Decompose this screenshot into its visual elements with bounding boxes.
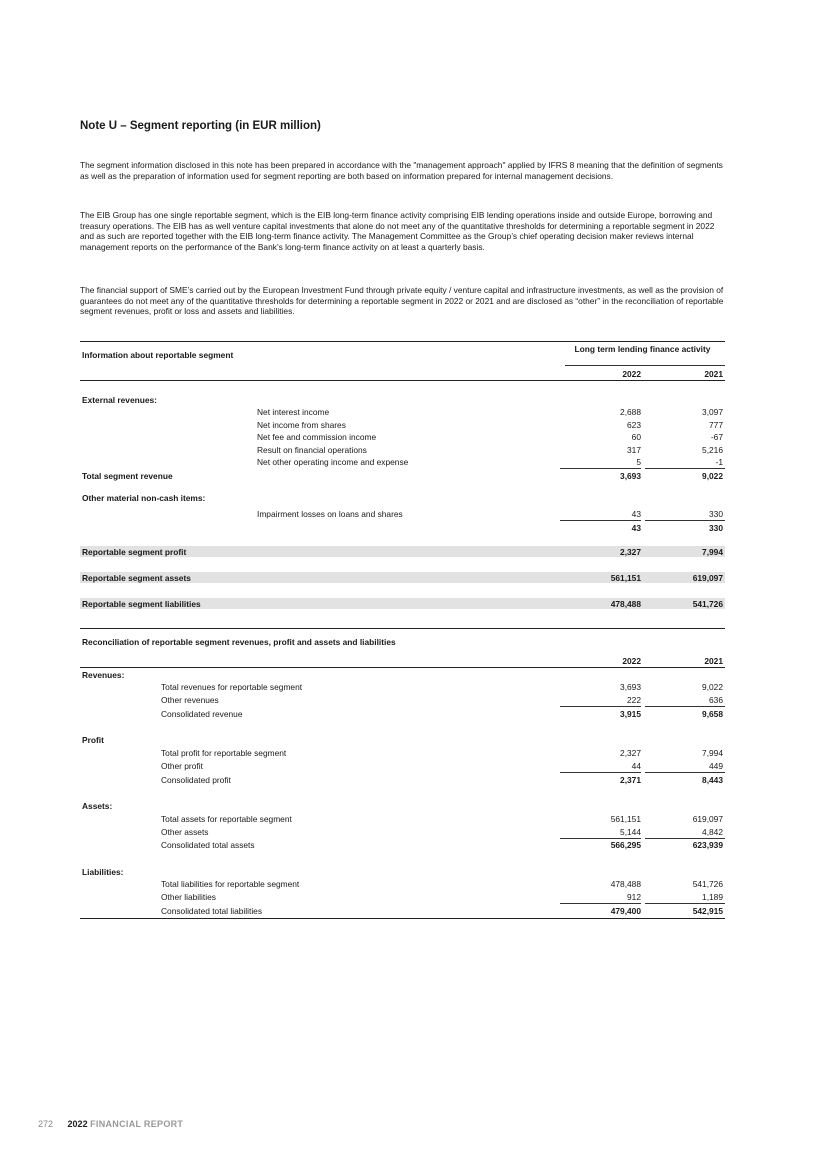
table-cell: 449 — [709, 761, 723, 771]
external-revenues-label: External revenues: — [82, 395, 157, 405]
table-row-label: Net fee and commission income — [257, 432, 377, 442]
segment-assets-label: Reportable segment assets — [82, 573, 191, 583]
table-cell: 623 — [627, 420, 641, 430]
table-row-label: Net other operating income and expense — [257, 457, 409, 467]
table-cell: 636 — [709, 695, 723, 705]
table-cell: 3,097 — [702, 407, 723, 417]
table-cell: 5 — [636, 457, 641, 467]
subtotal-rule — [645, 468, 725, 469]
column-group-header: Long term lending finance activity — [574, 344, 711, 354]
year-2021-header: 2021 — [704, 369, 723, 379]
footer-year: 2022 — [67, 1119, 88, 1129]
table-cell: 43 — [631, 523, 641, 533]
table-cell: -67 — [710, 432, 723, 442]
group-title-assets: Assets: — [82, 801, 113, 811]
intro-paragraph-1: The segment information disclosed in this note has been prepared in accordance with the "management approach" applied by IFRS 8 meaning that the definition of segments as well as the preparation of information used for segment reporting are both based on information prepared for internal management decisions. — [80, 160, 723, 181]
subtotal-rule — [560, 838, 641, 839]
table-cell: 3,693 — [620, 471, 641, 481]
table-cell: 7,994 — [702, 547, 723, 557]
table-cell: 8,443 — [702, 775, 723, 785]
table-row-label: Result on financial operations — [257, 445, 367, 455]
reconciliation-header: Reconciliation of reportable segment revenues, profit and assets and liabilities — [82, 637, 396, 647]
table-row-label: Consolidated revenue — [161, 709, 243, 719]
table-cell: 5,216 — [702, 445, 723, 455]
table-cell: -1 — [715, 457, 723, 467]
table-cell: 619,097 — [692, 573, 723, 583]
table-cell: 330 — [709, 509, 723, 519]
subtotal-rule — [645, 772, 725, 773]
table-cell: 541,726 — [692, 599, 723, 609]
table-cell: 619,097 — [692, 814, 723, 824]
subtotal-rule — [645, 706, 725, 707]
table-row-label: Net income from shares — [257, 420, 346, 430]
table-cell: 330 — [709, 523, 723, 533]
segment-liabilities-label: Reportable segment liabilities — [82, 599, 201, 609]
table-cell: 5,144 — [620, 827, 641, 837]
page-footer — [38, 1119, 183, 1129]
table-row-label: Total revenues for reportable segment — [161, 682, 303, 692]
table-cell: 561,151 — [610, 814, 641, 824]
table-cell: 222 — [627, 695, 641, 705]
subtotal-rule — [560, 520, 641, 521]
table-row-label: Consolidated profit — [161, 775, 231, 785]
footer-label: FINANCIAL REPORT — [90, 1119, 184, 1129]
group-title-revenues: Revenues: — [82, 670, 125, 680]
page-number: 272 — [38, 1119, 54, 1129]
table-row-label: Total profit for reportable segment — [161, 748, 287, 758]
liabilities-band — [80, 598, 725, 609]
intro-paragraph-2: The EIB Group has one single reportable segment, which is the EIB long-term finance activity comprising EIB lending operations inside and outside Europe, borrowing and treasury operations. The EIB has as well venture capital investments that alone do not meet any of the quantitative thresholds for determining a reportable segment in 2022 and as such are reported together with the EIB long-term finance activity. The Management Committee as the Group’s chief operating decision maker reviews internal management reports on the performance of the Bank’s long-term finance activity on at least a quarterly basis. — [80, 210, 715, 252]
table-cell: 479,400 — [610, 906, 641, 916]
table-cell: 1,189 — [702, 892, 723, 902]
group-title-liabilities: Liabilities: — [82, 867, 124, 877]
table-cell: 2,688 — [620, 407, 641, 417]
table-cell: 317 — [627, 445, 641, 455]
table-row-label: Impairment losses on loans and shares — [257, 509, 403, 519]
reconciliation-bottom-rule — [80, 918, 725, 919]
table-row-label: Other revenues — [161, 695, 219, 705]
segment-profit-label: Reportable segment profit — [82, 547, 187, 557]
table-row-label: Consolidated total assets — [161, 840, 255, 850]
table-cell: 912 — [627, 892, 641, 902]
note-title: Note U – Segment reporting (in EUR million) — [80, 120, 321, 132]
table-cell: 60 — [631, 432, 641, 442]
table-row-label: Total liabilities for reportable segment — [161, 879, 300, 889]
year-2022-header: 2022 — [622, 656, 641, 666]
table-cell: 4,842 — [702, 827, 723, 837]
table-cell: 2,371 — [620, 775, 641, 785]
table-row-label: Other profit — [161, 761, 203, 771]
table-row-label: Other assets — [161, 827, 209, 837]
subtotal-rule — [560, 772, 641, 773]
table-cell: 777 — [709, 420, 723, 430]
table-cell: 44 — [631, 761, 641, 771]
table-row-label: Other liabilities — [161, 892, 216, 902]
table-cell: 3,693 — [620, 682, 641, 692]
intro-paragraph-3: The financial support of SME’s carried out by the European Investment Fund through private equity / venture capital and infrastructure investments, as well as the provision of guarantees do not meet any of the quantitative thresholds for determining a reportable segment in 2022 or 2021 and are disclosed as “other” in the reconciliation of reportable segment revenues, profit or loss and assets and liabilities. — [80, 285, 724, 317]
reconciliation-top-rule — [80, 628, 725, 629]
table-cell: 9,022 — [702, 682, 723, 692]
header-bottom-rule — [80, 380, 725, 381]
table-cell: 478,488 — [610, 599, 641, 609]
table-cell: 9,658 — [702, 709, 723, 719]
table-top-rule — [80, 341, 725, 342]
table-cell: 541,726 — [692, 879, 723, 889]
assets-band — [80, 572, 725, 583]
table-row-label: Total assets for reportable segment — [161, 814, 292, 824]
table-cell: 9,022 — [702, 471, 723, 481]
table-row-label: Net interest income — [257, 407, 330, 417]
year-2022-header: 2022 — [622, 369, 641, 379]
subtotal-rule — [645, 520, 725, 521]
table-cell: 566,295 — [610, 840, 641, 850]
column-group-rule — [565, 365, 725, 366]
table-cell: 2,327 — [620, 547, 641, 557]
table-cell: 2,327 — [620, 748, 641, 758]
total-segment-revenue-label: Total segment revenue — [82, 471, 173, 481]
table-row-label: Consolidated total liabilities — [161, 906, 263, 916]
subtotal-rule — [645, 903, 725, 904]
profit-band — [80, 546, 725, 557]
year-2021-header: 2021 — [704, 656, 723, 666]
subtotal-rule — [560, 468, 641, 469]
table-cell: 561,151 — [610, 573, 641, 583]
subtotal-rule — [560, 903, 641, 904]
table-cell: 478,488 — [610, 879, 641, 889]
noncash-items-label: Other material non-cash items: — [82, 493, 206, 503]
group-title-profit: Profit — [82, 735, 104, 745]
table-cell: 7,994 — [702, 748, 723, 758]
subtotal-rule — [645, 838, 725, 839]
subtotal-rule — [560, 706, 641, 707]
table-cell: 542,915 — [692, 906, 723, 916]
header-bottom-rule — [80, 667, 725, 668]
table-cell: 623,939 — [692, 840, 723, 850]
segment-header: Information about reportable segment — [82, 350, 234, 360]
table-cell: 3,915 — [620, 709, 641, 719]
table-cell: 43 — [631, 509, 641, 519]
